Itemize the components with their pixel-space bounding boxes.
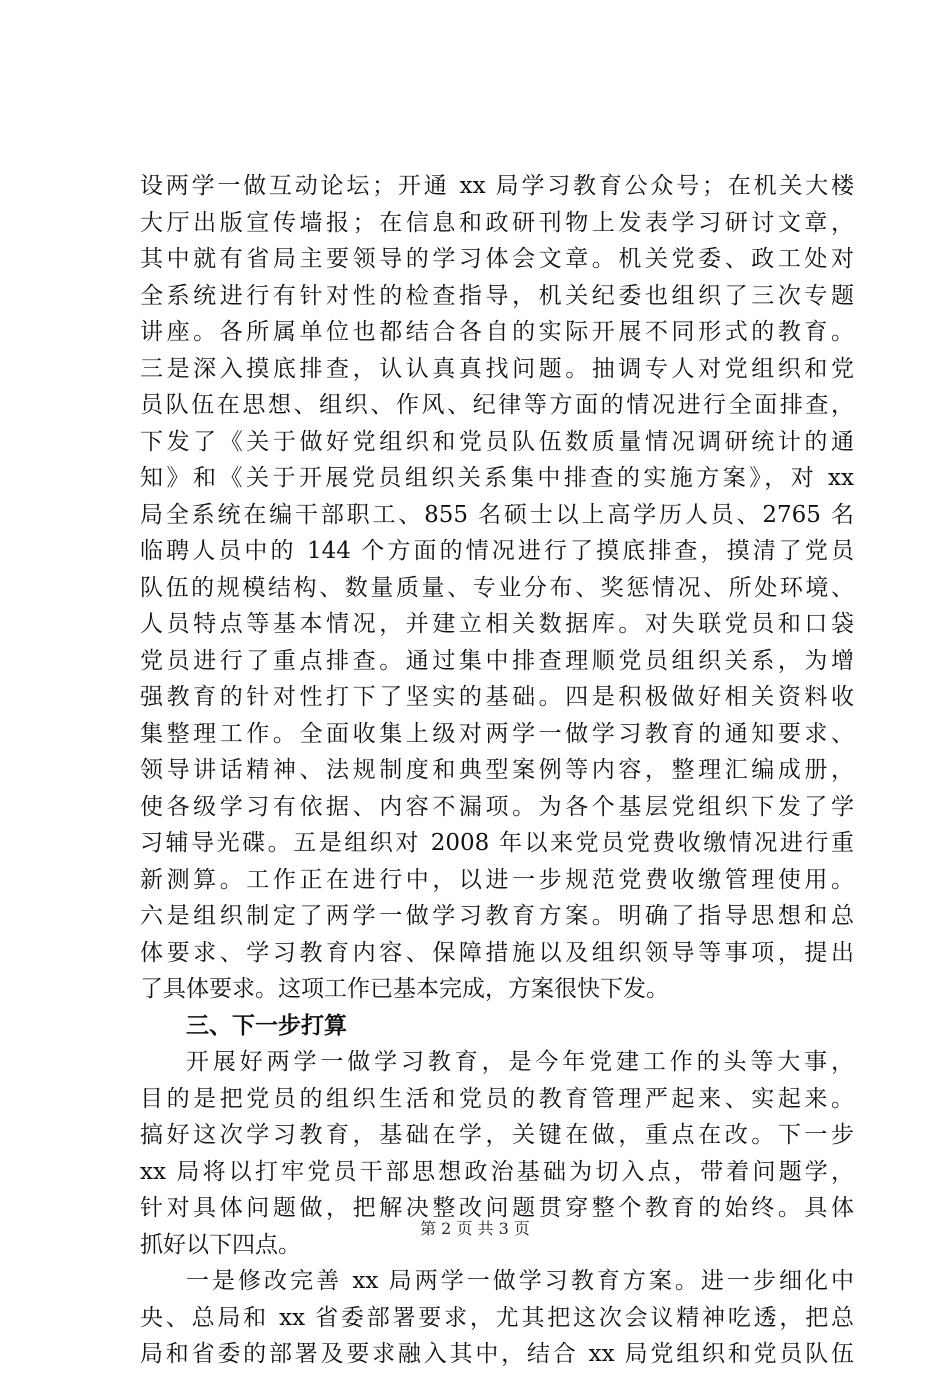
text-line: 全系统进行有针对性的检查指导，机关纪委也组织了三次专题	[140, 282, 854, 309]
document-body	[140, 168, 854, 1373]
text-line: 一是修改完善 xx 局两学一做学习教育方案。进一步细化中	[186, 1268, 854, 1294]
text-line: xx 局将以打牢党员干部思想政治基础为切入点，带着问题学，	[140, 1158, 854, 1185]
text-line: 知》和《关于开展党员组织关系集中排查的实施方案》，对 xx	[140, 465, 854, 491]
text-line: 体要求、学习教育内容、保障措施以及组织领导等事项，提出	[140, 939, 854, 966]
text-line: 目的是把党员的组织生活和党员的教育管理严起来、实起来。	[140, 1085, 854, 1112]
paragraph-3	[140, 1263, 854, 1373]
text-line: 集整理工作。全面收集上级对两学一做学习教育的通知要求、	[140, 720, 854, 747]
text-line: 使各级学习有依据、内容不漏项。为各个基层党组织下发了学	[140, 793, 854, 820]
text-line: 新测算。工作正在进行中，以进一步规范党费收缴管理使用。	[140, 866, 854, 893]
text-line: 三是深入摸底排查，认认真真找问题。抽调专人对党组织和党	[140, 355, 854, 382]
text-line: 局和省委的部署及要求融入其中，结合 xx 局党组织和党员队伍	[140, 1341, 854, 1367]
text-line: 局全系统在编干部职工、855 名硕士以上高学历人员、2765 名	[140, 501, 854, 528]
text-line: 设两学一做互动论坛；开通 xx 局学习教育公众号；在机关大楼	[140, 173, 854, 199]
text-line: 央、总局和 xx 省委部署要求，尤其把这次会议精神吃透，把总	[140, 1304, 854, 1331]
section-heading: 三、下一步打算	[186, 1012, 347, 1039]
text-line: 搞好这次学习教育，基础在学，关键在做，重点在改。下一步	[140, 1122, 854, 1148]
text-line: 人员特点等基本情况，并建立相关数据库。对失联党员和口袋	[140, 611, 854, 637]
text-line: 队伍的规模结构、数量质量、专业分布、奖惩情况、所处环境、	[140, 574, 854, 601]
paragraph-1	[140, 168, 854, 1008]
text-line: 开展好两学一做学习教育，是今年党建工作的头等大事，	[186, 1049, 854, 1075]
text-line: 习辅导光碟。五是组织对 2008 年以来党员党费收缴情况进行重	[140, 830, 854, 856]
text-line: 其中就有省局主要领导的学习体会文章。机关党委、政工处对	[140, 246, 854, 272]
text-line: 针对具体问题做，把解决整改问题贯穿整个教育的始终。具体	[140, 1195, 854, 1221]
text-line: 下发了《关于做好党组织和党员队伍数质量情况调研统计的通	[140, 428, 854, 455]
text-line: 领导讲话精神、法规制度和典型案例等内容，整理汇编成册，	[140, 757, 854, 783]
text-line: 强教育的针对性打下了坚实的基础。四是积极做好相关资料收	[140, 684, 854, 710]
text-line: 抓好以下四点。	[140, 1231, 301, 1258]
text-line: 讲座。各所属单位也都结合各自的实际开展不同形式的教育。	[140, 319, 854, 345]
text-line: 员队伍在思想、组织、作风、纪律等方面的情况进行全面排查，	[140, 392, 854, 418]
text-line: 了具体要求。这项工作已基本完成，方案很快下发。	[140, 976, 669, 1002]
text-line: 党员进行了重点排查。通过集中排查理顺党员组织关系，为增	[140, 647, 854, 674]
text-line: 临聘人员中的 144 个方面的情况进行了摸底排查，摸清了党员	[140, 538, 854, 564]
page-footer: 第 2 页 共 3 页	[420, 1219, 530, 1238]
text-line: 大厅出版宣传墙报；在信息和政研刊物上发表学习研讨文章，	[140, 209, 854, 236]
text-line: 六是组织制定了两学一做学习教育方案。明确了指导思想和总	[140, 903, 854, 929]
